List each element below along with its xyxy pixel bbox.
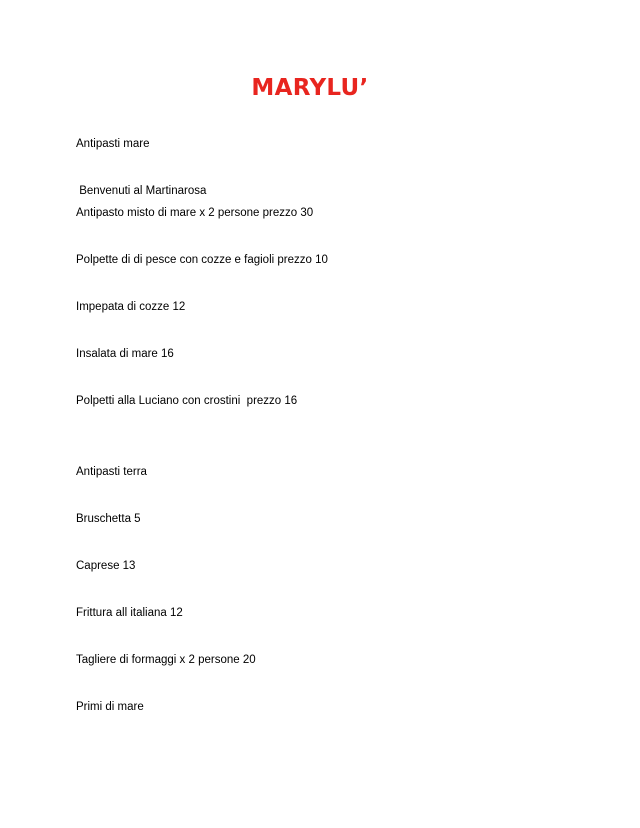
menu-item: Caprese 13: [76, 560, 136, 572]
section-heading-antipasti-terra: Antipasti terra: [76, 466, 147, 478]
section-heading-antipasti-mare: Antipasti mare: [76, 138, 150, 150]
menu-item: Frittura all italiana 12: [76, 607, 183, 619]
menu-item: Polpette di di pesce con cozze e fagioli prezzo 10: [76, 254, 328, 266]
menu-item: Antipasto misto di mare x 2 persone prezzo 30: [76, 207, 314, 219]
menu-item: Tagliere di formaggi x 2 persone 20: [76, 654, 256, 666]
menu-item: Bruschetta 5: [76, 513, 141, 525]
menu-item: Polpetti alla Luciano con crostini prezzo 16: [76, 395, 298, 407]
section-heading-primi-di-mare: Primi di mare: [76, 701, 144, 713]
menu-item: Insalata di mare 16: [76, 348, 174, 360]
restaurant-title: MARYLU’: [251, 75, 369, 101]
menu-item: Impepata di cozze 12: [76, 301, 186, 313]
welcome-line: Benvenuti al Martinarosa: [76, 185, 207, 197]
